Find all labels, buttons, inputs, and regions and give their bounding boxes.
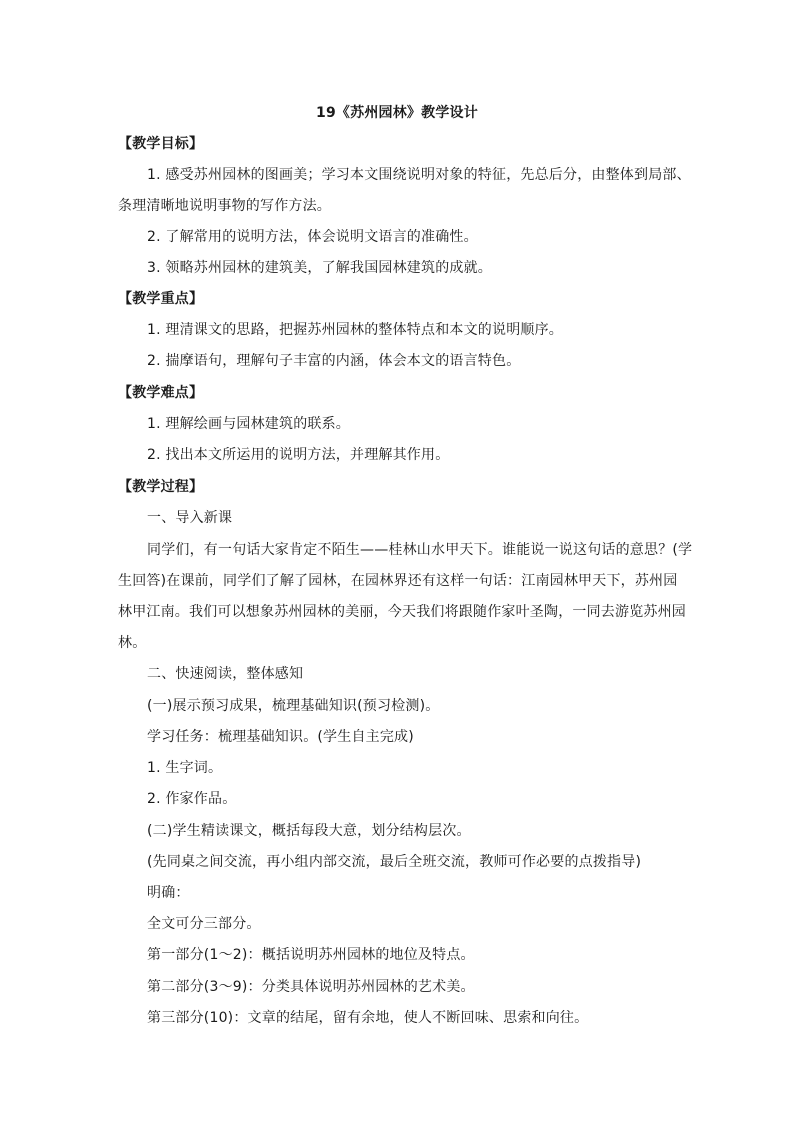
step2-line: (一)展示预习成果，梳理基础知识(预习检测)。 xyxy=(147,698,440,714)
step2-line: 全文可分三部分。 xyxy=(147,916,261,932)
step2-line: 1. 生字词。 xyxy=(147,760,223,776)
goal-line: 3. 领略苏州园林的建筑美，了解我国园林建筑的成就。 xyxy=(147,260,493,276)
step1-paragraph-line: 林甲江南。我们可以想象苏州园林的美丽，今天我们将跟随作家叶圣陶，一同去游览苏州园 xyxy=(118,604,686,620)
goal-line: 1. 感受苏州园林的图画美；学习本文围绕说明对象的特征，先总后分，由整体到局部、 xyxy=(147,167,691,183)
step2-line: 明确： xyxy=(147,885,190,901)
difficulty-header: 【教学难点】 xyxy=(118,385,204,401)
step2-line: 第三部分(10)：文章的结尾，留有余地，使人不断回味、思索和向往。 xyxy=(147,1010,589,1026)
step2-line: 第二部分(3～9)：分类具体说明苏州园林的艺术美。 xyxy=(147,979,475,995)
step2-title: 二、快速阅读，整体感知 xyxy=(147,666,304,682)
difficulty-line: 1. 理解绘画与园林建筑的联系。 xyxy=(147,416,351,432)
goals-header: 【教学目标】 xyxy=(118,136,204,152)
difficulty-line: 2. 找出本文所运用的说明方法，并理解其作用。 xyxy=(147,447,450,463)
goal-line: 条理清晰地说明事物的写作方法。 xyxy=(118,198,331,214)
focus-line: 2. 揣摩语句，理解句子丰富的内涵，体会本文的语言特色。 xyxy=(147,353,521,369)
step1-title: 一、导入新课 xyxy=(147,510,233,526)
focus-header: 【教学重点】 xyxy=(118,291,204,307)
step2-line: (先同桌之间交流，再小组内部交流，最后全班交流，教师可作必要的点拨指导) xyxy=(147,854,642,870)
goal-line: 2. 了解常用的说明方法，体会说明文语言的准确性。 xyxy=(147,229,478,245)
step1-paragraph-line: 同学们，有一句话大家肯定不陌生——桂林山水甲天下。谁能说一说这句话的意思？(学 xyxy=(147,542,693,558)
step2-line: (二)学生精读课文，概括每段大意，划分结构层次。 xyxy=(147,823,471,839)
focus-line: 1. 理清课文的思路，把握苏州园林的整体特点和本文的说明顺序。 xyxy=(147,322,564,338)
process-header: 【教学过程】 xyxy=(118,479,204,495)
step2-line: 学习任务：梳理基础知识。(学生自主完成) xyxy=(147,729,414,745)
step2-line: 2. 作家作品。 xyxy=(147,791,237,807)
step2-line: 第一部分(1～2)：概括说明苏州园林的地位及特点。 xyxy=(147,947,475,963)
step1-paragraph-line: 生回答)在课前，同学们了解了园林，在园林界还有这样一句话：江南园林甲天下，苏州园 xyxy=(118,573,678,589)
document-title: 19《苏州园林》教学设计 xyxy=(316,105,478,121)
step1-paragraph-line: 林。 xyxy=(118,635,147,651)
